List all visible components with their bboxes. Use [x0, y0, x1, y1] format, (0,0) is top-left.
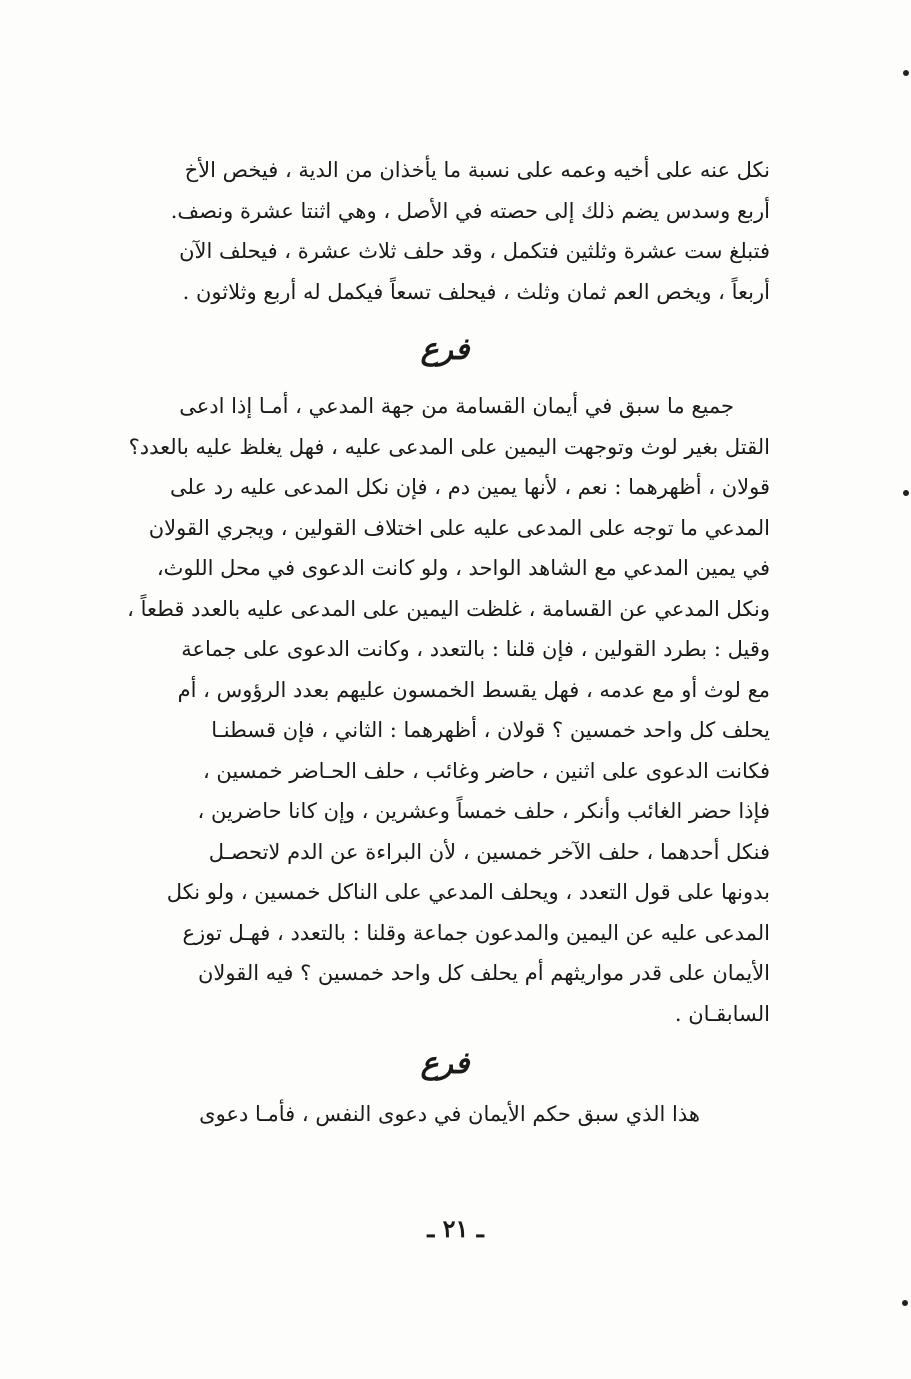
text-line: القتل بغير لوث وتوجهت اليمين على المدعى عليه ، فهل يغلظ عليه بالعدد؟	[128, 434, 770, 459]
text-line: يحلف كل واحد خمسين ؟ قولان ، أظهرهما : الثاني ، فإن قسطنـا	[211, 718, 770, 742]
text-line: نكل عنه على أخيه وعمه على نسبة ما يأخذان من الدية ، فيخص الأخ	[184, 158, 770, 182]
page-number: ـ ٢١ ـ	[427, 1214, 484, 1243]
text-line: أربعاً ، ويخص العم ثمان وثلث ، فيحلف تسعاً فيكمل له أربع وثلاثون .	[182, 279, 770, 304]
text-line: فإذا حضر الغائب وأنكر ، حلف خمساً وعشرين ، وإن كانا حاضرين ،	[197, 799, 770, 823]
text-line: ونكل المدعي عن القسامة ، غلظت اليمين على المدعى عليه بالعدد قطعاً ،	[127, 596, 770, 621]
text-line: مع لوث أو مع عدمه ، فهل يقسط الخمسون عليهم بعدد الرؤوس ، أم	[177, 677, 770, 702]
paragraph-main	[120, 386, 770, 1034]
text-line: المدعي ما توجه على المدعى عليه على اختلاف القولين ، ويجري القولان	[148, 515, 770, 540]
paragraph-next	[120, 1092, 770, 1136]
section-heading: فرع	[420, 1046, 470, 1081]
text-line: فتبلغ ست عشرة وثلثين فتكمل ، وقد حلف ثلاث عشرة ، فيحلف الآن	[179, 239, 770, 263]
section-heading: فرع	[420, 332, 470, 367]
text-line: بدونها على قول التعدد ، ويحلف المدعي على الناكل خمسين ، ولو نكل	[166, 880, 770, 904]
text-line: فكانت الدعوى على اثنين ، حاضر وغائب ، حلف الحـاضر خمسين ،	[202, 758, 770, 783]
text-line: أربع وسدس يضم ذلك إلى حصته في الأصل ، وهي اثنتا عشرة ونصف.	[170, 198, 770, 223]
scan-speck	[903, 70, 909, 76]
scan-speck	[902, 1300, 908, 1306]
text-line: جميع ما سبق في أيمان القسامة من جهة المدعي ، أمـا إذا ادعى	[179, 394, 734, 418]
page-body	[120, 150, 770, 1136]
text-line: فنكل أحدهما ، حلف الآخر خمسين ، لأن البراءة عن الدم لاتحصـل	[208, 839, 770, 864]
text-line: في يمين المدعي مع الشاهد الواحد ، ولو كانت الدعوى في محل اللوث،	[156, 556, 770, 580]
paragraph-continued	[120, 150, 770, 312]
text-line: قولان ، أظهرهما : نعم ، لأنها يمين دم ، فإن نكل المدعى عليه رد على	[170, 475, 770, 499]
text-line: المدعى عليه عن اليمين والمدعون جماعة وقلنا : بالتعدد ، فهـل توزع	[182, 920, 770, 945]
text-line: وقيل : بطرد القولين ، فإن قلنا : بالتعدد ، وكانت الدعوى على جماعة	[181, 637, 770, 661]
text-line: الأيمان على قدر مواريثهم أم يحلف كل واحد خمسين ؟ فيه القولان	[197, 961, 770, 985]
text-line: السابقـان .	[674, 1001, 770, 1026]
text-line: هذا الذي سبق حكم الأيمان في دعوى النفس ، فأمـا دعوى	[199, 1102, 700, 1126]
scan-speck	[903, 490, 909, 496]
